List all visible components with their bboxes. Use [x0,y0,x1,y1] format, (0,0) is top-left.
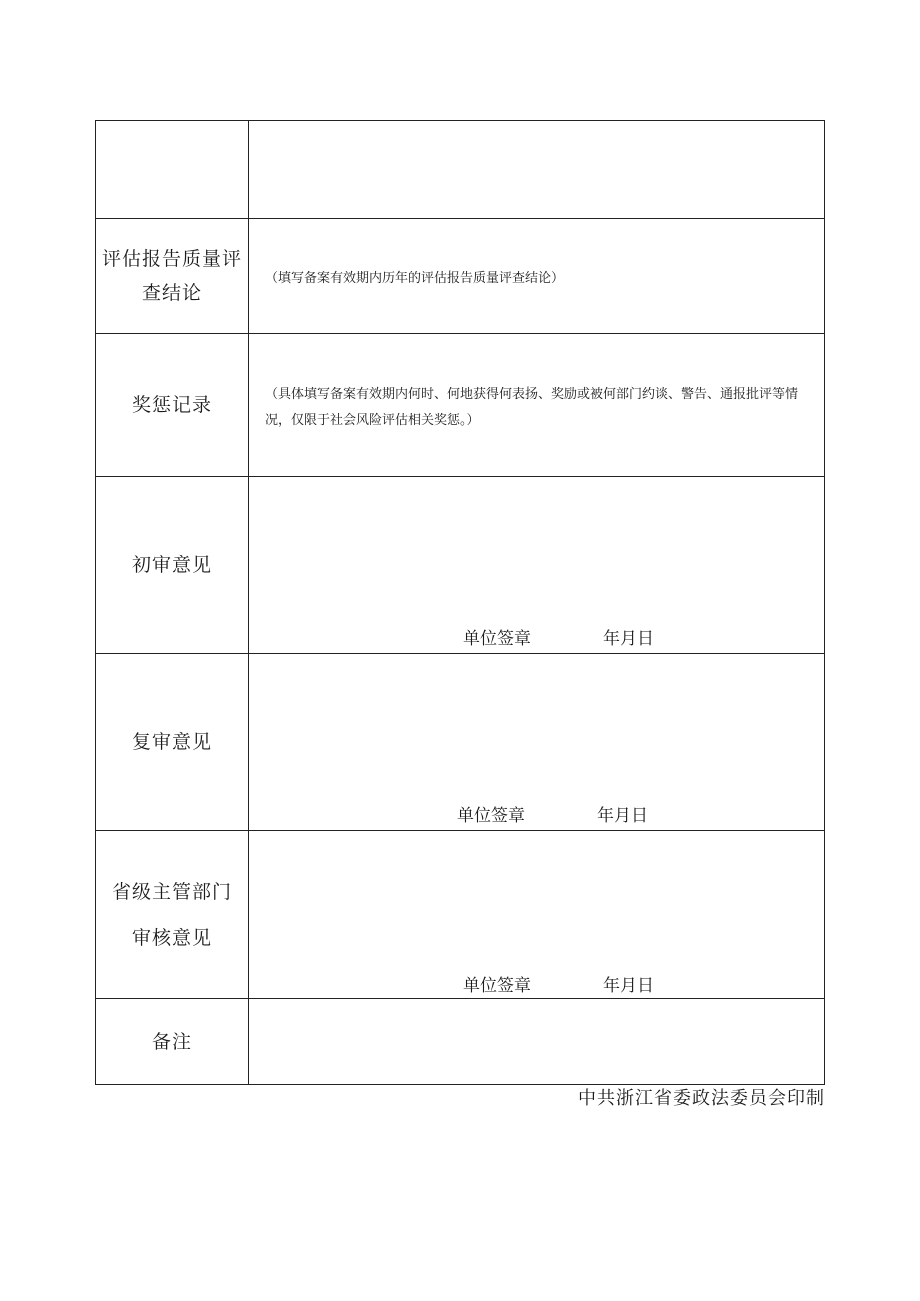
quality-content-cell[interactable] [249,219,825,334]
provincial-review-sign-label: 单位签章 [463,976,531,996]
quality-label-cell [96,219,249,334]
initial-review-signature-line [463,627,654,651]
second-review-content-cell[interactable] [249,654,825,831]
blank-top-label-cell [96,121,249,219]
provincial-review-date-label: 年月日 [603,976,654,996]
form-row-second-review [96,654,825,831]
initial-review-label: 初审意见 [131,554,212,576]
awards-hint: （具体填写备案有效期内何时、何地获得何表扬、奖励或被何部门约谈、警告、通报批评等情况，仅限于社会风险评估相关奖惩。） [265,387,799,428]
second-review-label: 复审意见 [131,731,212,753]
quality-label-line1: 评估报告质量评 [101,248,242,270]
awards-label-cell [96,334,249,477]
provincial-review-label-line1: 省级主管部门 [111,880,232,903]
provincial-review-label-cell [96,831,249,999]
remarks-label-cell [96,999,249,1085]
printer-footer: 中共浙江省委政法委员会印制 [578,1088,825,1109]
provincial-review-signature-line [463,974,654,998]
quality-hint: （填写备案有效期内历年的评估报告质量评查结论） [265,271,565,286]
second-review-date-label: 年月日 [597,806,648,826]
initial-review-label-cell [96,477,249,654]
form-row-awards [96,334,825,477]
remarks-content-cell[interactable] [249,999,825,1085]
quality-label-line2: 查结论 [141,282,202,304]
remarks-label: 备注 [151,1030,192,1053]
initial-review-sign-label: 单位签章 [463,629,531,649]
blank-top-content-cell[interactable] [249,121,825,219]
second-review-label-cell [96,654,249,831]
initial-review-content-cell[interactable] [249,477,825,654]
form-row-blank-top [96,121,825,219]
awards-content-cell[interactable] [249,334,825,477]
form-row-initial-review [96,477,825,654]
provincial-review-content-cell[interactable] [249,831,825,999]
form-row-quality [96,219,825,334]
form-row-remarks [96,999,825,1085]
second-review-signature-line [457,804,648,828]
second-review-sign-label: 单位签章 [457,806,525,826]
initial-review-date-label: 年月日 [603,629,654,649]
review-form-table [95,120,825,1085]
provincial-review-label-line2: 审核意见 [131,926,212,949]
form-row-provincial-review [96,831,825,999]
awards-label: 奖惩记录 [131,394,212,416]
